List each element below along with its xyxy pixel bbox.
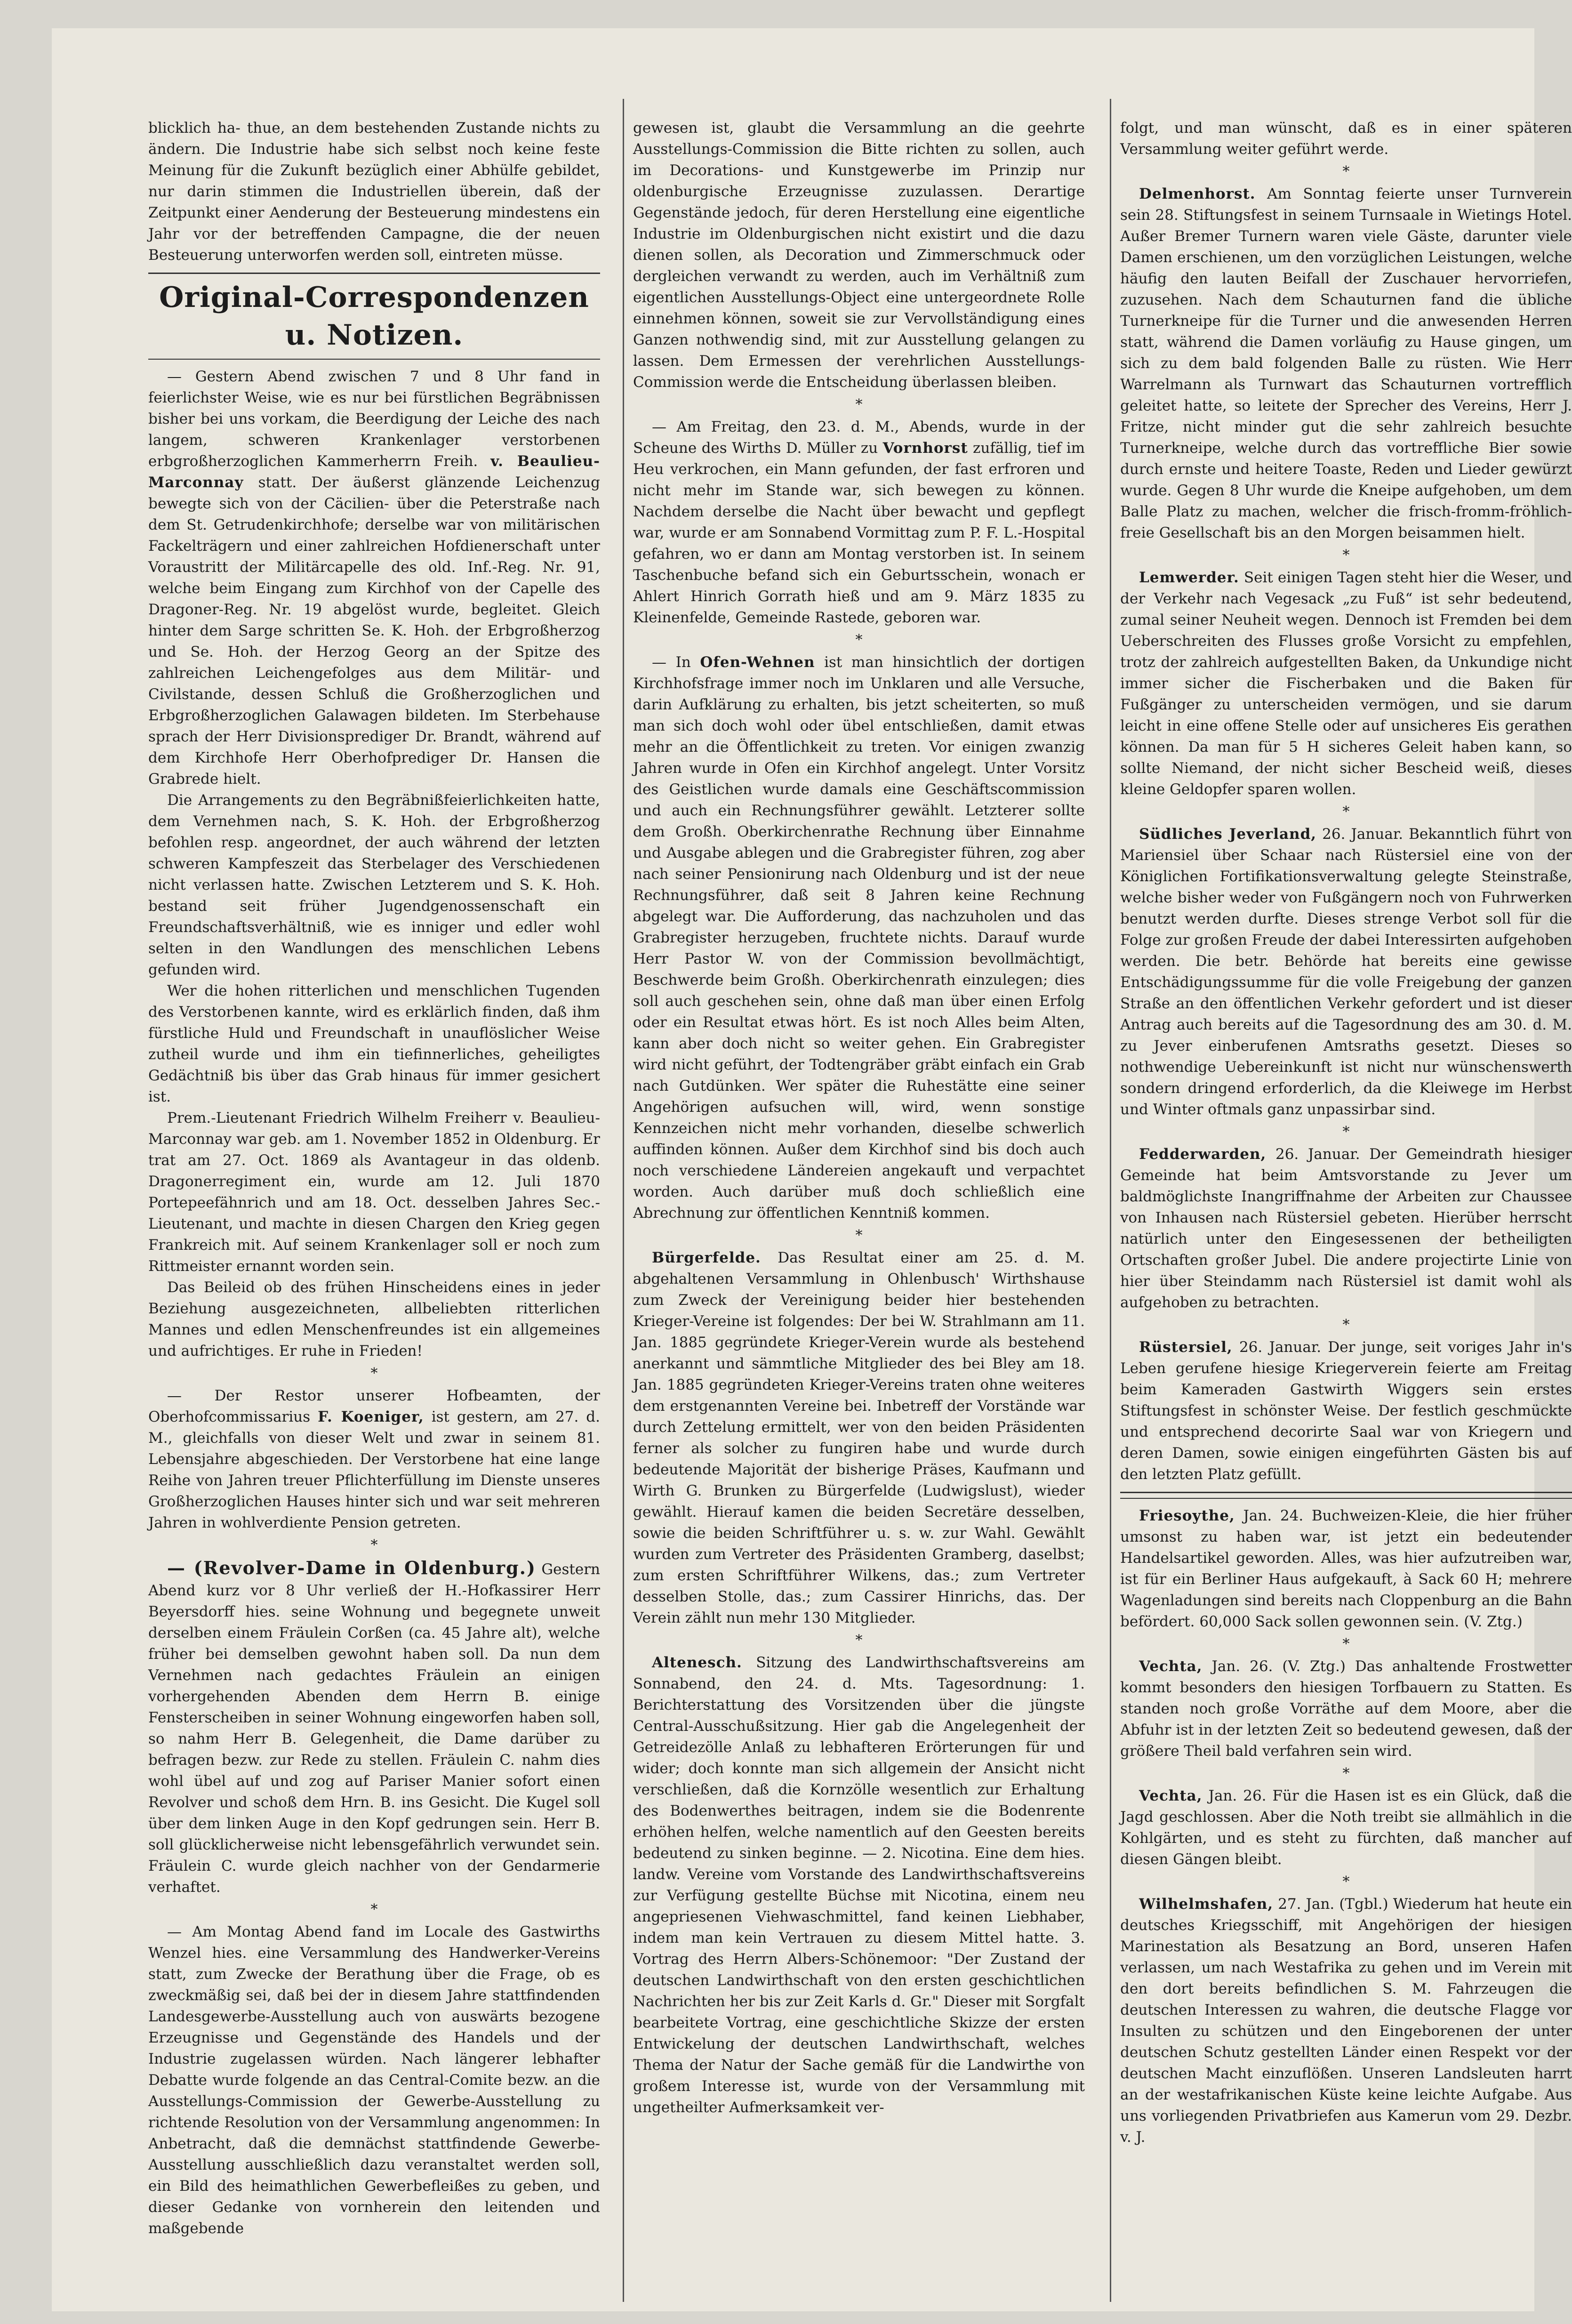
article-funeral-4: Prem.-Lieutenant Friedrich Wilhelm Freiherr v. Beaulieu-Marconnay war geb. am 1. November 1852 in Oldenburg. Er trat am 27. Oct. 1869 als Avantageur in das oldenb. Dragonerregiment ein, wurde am 12. Juli 1870 Portepeefähnrich und am 18. Oct. desselben Jahres Sec.-Lieutenant, und machte in diesen Chargen den Krieg gegen Frankreich mit. Auf seinem Krankenlager soll er noch zum Rittmeister ernannt worden sein. xyxy=(148,1110,600,1275)
column-rule-left xyxy=(623,99,624,2302)
article-buergerfelde: Bürgerfelde. Das Resultat einer am 25. d. M. abgehaltenen Versammlung in Ohlenbusch' Wirthshause zum Zweck der Vereinigung beider hier bestehenden Krieger-Vereine ist folgendes: Der bei W. Strahlmann am 11. Jan. 1885 gegründete Krieger-Verein wurde als bestehend anerkannt und sämmtliche Mitglieder des bei Bley am 18. Jan. 1885 gegründeten Krieger-Vereins traten ohne weiteres dem erstgenannten Vereine bei. Inbetreff der Vorstände war durch Zettelung ermittelt, wer von den beiden Präsidenten ferner als solcher zu fungiren habe und wurde durch bedeutende Majorität der bisherige Präses, Kaufmann und Wirth G. Brunken zu Bürgerfelde (Ludwigslust), wieder gewählt. Hierauf kamen die beiden Secretäre desselben, sowie die beiden Schriftführer u. s. w. zur Wahl. Gewählt wurden zum Vertreter des Präsidenten Gramberg, daselbst; zum ersten Schriftführer Wilkens, das.; zum Vertreter desselben Stolle, das.; zum Cassirer Hinrichs, das. Der Verein zählt nun mehr 130 Mitglieder. xyxy=(633,1249,1085,1626)
separator-star: * xyxy=(855,632,863,648)
place-name: Rüstersiel, xyxy=(1139,1339,1233,1356)
article-funeral: — Gestern Abend zwischen 7 und 8 Uhr fand in feierlichster Weise, wie es nur bei fürstlichen Begräbnissen bisher bei uns vorkam, die Beerdigung der Leiche des nach langem, schweren Krankenlager verstorbenen erbgroßherzoglichen Kammerherrn Freih. v. Beaulieu-Marconnay statt. Der äußerst glänzende Leichenzug bewegte sich von der Cäcilien- über die Peterstraße nach dem St. Getrudenkirchhofe; derselbe war von militärischen Fackelträgern und einer zahlreichen Hofdienerschaft unter Voraustritt der Militärcapelle des old. Inf.-Reg. Nr. 91, welche beim Eingang zum Kirchhof von der Capelle des Dragoner-Reg. Nr. 19 abgelöst wurde, begleitet. Gleich hinter dem Sarge schritten Se. K. Hoh. der Erbgroßherzog und Se. Hoh. der Herzog Georg an der Spitze des zahlreichen Leichengefolges aus dem Militär- und Civilstande, dessen Schluß die Großherzoglichen und Erbgroßherzoglichen Galawagen bildeten. Im Sterbehause sprach der Herr Divisionsprediger Dr. Brandt, während auf dem Kirchhofe Herr Oberhofprediger Dr. Hansen die Grabrede hielt. xyxy=(148,368,600,788)
place-name: Bürgerfelde. xyxy=(652,1249,761,1266)
separator-star: * xyxy=(1342,804,1350,820)
article-funeral-5: Das Beileid ob des frühen Hinscheidens eines in jeder Beziehung ausgezeichneten, allbeliebten ritterlichen Mannes und edlen Menschenfreundes ist ein allgemeines und aufrichtiges. Er ruhe in Frieden! xyxy=(148,1279,600,1359)
place-name: Vechta, xyxy=(1139,1658,1203,1675)
article-wilhelmshafen: Wilhelmshafen, 27. Jan. (Tgbl.) Wiederum hat heute ein deutsches Kriegsschiff, mit Angehörigen der hiesigen Marinestation als Besatzung an Bord, unseren Hafen verlassen, um nach Westafrika zu gehen und im Verein mit den dort bereits befindlichen S. M. Fahrzeugen die deutschen Interessen zu wahren, die deutsche Flagge vor Insulten zu schützen und den Eingeborenen der unter deutschen Schutz gestellten Länder einen Respekt vor der deutschen Macht einzuflößen. Unseren Landsleuten harrt an der westafrikanischen Küste keine leichte Aufgabe. Aus uns vorliegenden Privatbriefen aus Kamerun vom 29. Dezbr. v. J. xyxy=(1120,1896,1572,2146)
section-title: Original-Correspondenzen u. Notizen. xyxy=(159,281,589,352)
article-koeniger: — Der Restor unserer Hofbeamten, der Oberhofcommissarius F. Koeniger, ist gestern, am 27. d. M., gleichfalls von dieser Welt und zwar in seinem 81. Lebensjahre abgeschieden. Der Verstorbene hat eine lange Reihe von Jahren treuer Pflichterfüllung im Dienste unseres Großherzoglichen Hauses hinter sich und war seit mehreren Jahren in wohlverdiente Pension getreten. xyxy=(148,1387,600,1531)
column-2 xyxy=(633,118,1085,2302)
place-name: Vornhorst xyxy=(882,440,968,457)
separator-star: * xyxy=(1342,1765,1350,1782)
separator-star: * xyxy=(1342,1874,1350,1890)
separator-star: * xyxy=(855,1632,863,1649)
article-fedderwarden: Fedderwarden, 26. Januar. Der Gemeindrath hiesiger Gemeinde hat beim Amtsvorstande zu Jever um baldmöglichste Inangriffnahme der Arbeiten zur Chaussee von Inhausen nach Rüstersiel gebeten. Hierüber herrscht natürlich unter den Eingesessenen der betheiligten Ortschaften großer Jubel. Die andere projectirte Linie von hier über Steindamm nach Rüstersiel ist damit wohl als aufgehoben zu betrachten. xyxy=(1120,1146,1572,1311)
article-funeral-3: Wer die hohen ritterlichen und menschlichen Tugenden des Verstorbenen kannte, wird es erklärlich finden, daß ihm fürstliche Huld und Freundschaft in unauflöslicher Weise zutheil wurde und ihm ein tiefinnerliches, geheiligtes Gedächtniß bis über das Grab hinaus für immer gesichert ist. xyxy=(148,982,600,1105)
place-name: Wilhelmshafen, xyxy=(1139,1896,1274,1913)
separator-star: * xyxy=(1342,163,1350,180)
newspaper-page xyxy=(52,28,1572,2311)
place-name: Südliches Jeverland, xyxy=(1139,826,1317,843)
person-name: v. Beaulieu-Marconnay xyxy=(148,453,600,491)
section-divider-bottom xyxy=(1120,1498,1572,1499)
article-altenesch: Altenesch. Sitzung des Landwirthschaftsvereins am Sonnabend, den 24. d. Mts. Tagesordnung: 1. Berichterstattung des Vorsitzenden über die jüngste Central-Ausschußsitzung. Hier gab die Angelegenheit der Getreidezölle Anlaß zu lebhafteren Erörterungen für und wider; doch konnte man sich allgemein der Ansicht nicht verschließen, daß die Kornzölle wesentlich zur Erhaltung des Bodenwerthes beitragen, indem sie die Bodenrente erhöhen helfen, welche namentlich auf den Geesten bereits bedeutend zu sinken beginne. — 2. Nicotina. Eine dem hies. landw. Vereine vom Vorstande des Landwirthschaftsvereins zur Verfügung gestellte Büchse mit Nicotina, einem neu angepriesenen Viehwaschmittel, fand keinen Liebhaber, indem man kein Vertrauen zu diesem Mittel hatte. 3. Vortrag des Herrn Albers-Schönemoor: "Der Zustand der deutschen Landwirthschaft von den ersten geschichtlichen Nachrichten her bis zur Zeit Karls d. Gr." Dieser mit Sorgfalt bearbeitete Vortrag, eine geschichtliche Skizze der ersten Entwickelung der deutschen Landwirthschaft, welches Thema der Natur der Sache gemäß für die Landwirthe von großem Interesse ist, wurde von der Versammlung mit ungetheilter Aufmerksamkeit ver- xyxy=(633,1654,1085,2116)
article-vechta-2: Vechta, Jan. 26. Für die Hasen ist es ein Glück, daß die Jagd geschlossen. Aber die Noth treibt sie allmählich in die Kohlgärten, und es steht zu fürchten, daß mancher auf diesen Gängen bleibt. xyxy=(1120,1787,1572,1868)
place-name: Friesoythe, xyxy=(1139,1507,1235,1524)
article-handwerker: — Am Montag Abend fand im Locale des Gastwirths Wenzel hies. eine Versammlung des Handwerker-Vereins statt, zum Zwecke der Berathung über die Frage, ob es zweckmäßig sei, daß bei der in diesem Jahre stattfindenden Landesgewerbe-Ausstellung auch von auswärts bezogene Erzeugnisse und Gegenstände des Handels und der Industrie zugelassen würden. Nach längerer lebhafter Debatte wurde folgende an das Central-Comite bezw. an die Ausstellungs-Commission der Gewerbe-Ausstellung zu richtende Resolution von der Versammlung angenommen: In Anbetracht, daß die demnächst stattfindende Gewerbe-Ausstellung ausschließlich dazu veranstaltet werden soll, ein Bild des heimathlichen Gewerbefleißes zu geben, und dieser Gedanke von vornherein den leitenden und maßgebende xyxy=(148,1923,600,2237)
place-name: Altenesch. xyxy=(652,1654,742,1671)
place-name: Ofen-Wehnen xyxy=(700,654,815,671)
separator-star: * xyxy=(1342,1124,1350,1140)
place-name: Delmenhorst. xyxy=(1139,185,1256,202)
article-vornhorst: — Am Freitag, den 23. d. M., Abends, wurde in der Scheune des Wirths D. Müller zu Vornhorst zufällig, tief im Heu verkrochen, ein Mann gefunden, der fast erfroren und nicht mehr im Stande war, sich bewegen zu können. Nachdem derselbe die Nacht über bewacht und gepflegt war, wurde er am Sonnabend Vormittag zum P. F. L.-Hospital gefahren, wo er dann am Montag verstorben ist. In seinem Taschenbuche befand sich ein Geburtsschein, wonach er Ahlert Hinrich Gorrath hieß und am 9. März 1835 zu Kleinenfelde, Gemeinde Rastede, geboren war. xyxy=(633,418,1085,626)
article-jeverland: Südliches Jeverland, 26. Januar. Bekanntlich führt von Mariensiel über Schaar nach Rüstersiel eine von der Königlichen Fortifikationsverwaltung gelegte Steinstraße, welche bisher weder von Fußgängern noch von Fuhrwerken benutzt werden durfte. Dieses strenge Verbot soll für die Folge zur großen Freude der dabei Interessirten aufgehoben werden. Die betr. Behörde hat bereits eine gewisse Entschädigungssumme für die volle Freigebung der ganzen Straße an den öffentlichen Verkehr gefordert und ist dieser Antrag auch bereits auf die Tagesordnung des am 30. d. M. zu Jever einberufenen Amtsraths gesetzt. Dieses so nothwendige Uebereinkunft ist nicht nur wünschenswerth sondern dringend erforderlich, da die Kleiwege im Herbst und Winter oftmals ganz unpassirbar sind. xyxy=(1120,826,1572,1118)
separator-star: * xyxy=(855,1227,863,1244)
separator-star: * xyxy=(370,1901,378,1918)
separator-star: * xyxy=(1342,547,1350,563)
place-name: Lemwerder. xyxy=(1139,569,1239,586)
separator-star: * xyxy=(1342,1636,1350,1652)
section-divider-top xyxy=(1120,1492,1572,1493)
separator-star: * xyxy=(855,396,863,413)
section-rule-bottom xyxy=(148,359,600,360)
article-funeral-2: Die Arrangements zu den Begräbnißfeierlichkeiten hatte, dem Vernehmen nach, S. K. Hoh. der Erbgroßherzog befohlen resp. angeordnet, der auch während der letzten schweren Kampfeszeit das Sterbelager des Verschiedenen nicht verlassen hatte. Zwischen Letzterem und S. K. Hoh. bestand seit früher Jugendgenossenschaft ein Freundschaftsverhältniß, wie es inniger und edler wohl selten in den Wandlungen des menschlichen Lebens gefunden wird. xyxy=(148,792,600,978)
article-lemwerder: Lemwerder. Seit einigen Tagen steht hier die Weser, und der Verkehr nach Vegesack „zu Fuß“ ist sehr bedeutend, zumal seiner Neuheit wegen. Dennoch ist Fremden bei dem Ueberschreiten des Flusses große Vorsicht zu empfehlen, trotz der zahlreich aufgestellten Baken, da Unkundige nicht immer sicher die Fischerbaken und die Baken für Fußgänger zu unterscheiden vermögen, und sie darum leicht in eine offene Stelle oder auf unsicheres Eis gerathen können. Da man für 5 H sicheres Geleit haben kann, so sollte Niemand, der nicht sicher Bescheid weiß, dieses kleine Geldopfer sparen wollen. xyxy=(1120,569,1572,798)
section-rule-top xyxy=(148,273,600,274)
article-revolver: — (Revolver-Dame in Oldenburg.) Gestern Abend kurz vor 8 Uhr verließ der H.-Hofkassirer Herr Beyersdorff hies. seine Wohnung und begegnete unweit derselben einem Fräulein Corßen (ca. 45 Jahre alt), welche früher bei demselben gewohnt haben soll. Da nun dem Vernehmen nach gedachtes Fräulein an einigen vorhergehenden Abenden dem Herrn B. einige Fensterscheiben in seiner Wohnung eingeworfen haben soll, so nahm Herr B. Gelegenheit, die Dame darüber zu befragen bezw. zur Rede zu stellen. Fräulein C. nahm dies wohl übel auf und zog auf Pariser Manier sofort einen Revolver und schoß dem Hrn. B. ins Gesicht. Die Kugel soll über dem linken Auge in den Kopf gedrungen sein. Herr B. soll glücklicherweise nicht lebensgefährlich verwundet sein. Fräulein C. wurde gleich nachher von der Gendarmerie verhaftet. xyxy=(148,1557,600,1896)
article-vechta-1: Vechta, Jan. 26. (V. Ztg.) Das anhaltende Frostwetter kommt besonders den hiesigen Torfbauern zu Statten. Es standen noch große Vorräthe auf dem Moore, aber die Abfuhr ist in der letzten Zeit so bedeutend gewesen, daß der größere Theil bald verfahren sein wird. xyxy=(1120,1658,1572,1760)
separator-star: * xyxy=(1342,1317,1350,1333)
place-name: Fedderwarden, xyxy=(1139,1146,1267,1163)
article-friesoythe: Friesoythe, Jan. 24. Buchweizen-Kleie, die hier früher umsonst zu haben war, ist jetzt ein bedeutender Handelsartikel geworden. Alles, was hier aufzutreiben war, ist für ein Berliner Haus aufgekauft, à Sack 60 H; mehrere Wagenladungen sind bereits nach Cloppenburg an die Bahn befördert. 60,000 Sack sollen gewonnen sein. (V. Ztg.) xyxy=(1120,1507,1572,1630)
column-1 xyxy=(148,118,600,2302)
article-continued: folgt, und man wünscht, daß es in einer späteren Versammlung weiter geführt werde. xyxy=(1120,120,1572,158)
article-ofen-wehnen: — In Ofen-Wehnen ist man hinsichtlich der dortigen Kirchhofsfrage immer noch im Unklaren und alle Versuche, darin Aufklärung zu erhalten, bis jetzt scheiterten, so muß man sich doch wohl oder übel entschließen, damit etwas mehr an die Öffentlichkeit zu treten. Vor einigen zwanzig Jahren wurde in Ofen ein Kirchhof angelegt. Unter Vorsitz des Geistlichen wurde damals eine Geschäftscommission und auch ein Rechnungsführer gewählt. Letzterer sollte dem Großh. Oberkirchenrathe Rechnung über Einnahme und Ausgabe ablegen und die Grabregister führen, zog aber nach seiner Pensionirung nach Oldenburg und ist der neue Rechnungsführer, daß seit 8 Jahren keine Rechnung abgelegt war. Die Aufforderung, das nachzuholen und das Grabregister herzugeben, fruchtete nichts. Darauf wurde Herr Pastor W. von der Commission bevollmächtigt, Beschwerde beim Großh. Oberkirchenrath einzulegen; dies soll auch geschehen sein, ohne daß man über einen Erfolg oder ein Resultat etwas hört. Es ist noch Alles beim Alten, kann aber doch nicht so weiter gehen. Ein Grabregister wird nicht geführt, der Todtengräber gräbt einfach ein Grab nach Gutdünken. Wer später die Ruhestätte eine seiner Angehörigen aufsuchen will, wird, wenn sonstige Kennzeichen nicht mehr vorhanden, dieselbe schwerlich auffinden können. Außer dem Kirchhof sind bis doch auch noch verschiedene Ländereien angekauft und verpachtet worden. Auch darüber muß doch schließlich eine Abrechnung zur öffentlichen Kenntniß kommen. xyxy=(633,654,1085,1222)
place-name: Vechta, xyxy=(1139,1787,1203,1804)
separator-star: * xyxy=(370,1365,378,1382)
article-ausstellung: gewesen ist, glaubt die Versammlung an die geehrte Ausstellungs-Commission die Bitte richten zu sollen, auch im Decorations- und Kunstgewerbe im Prinzip nur oldenburgische Erzeugnisse zuzulassen. Derartige Gegenstände jedoch, für deren Herstellung eine eigentliche Industrie im Oldenburgischen nicht existirt und die dazu dienen sollen, als Decoration und Zimmerschmuck oder dergleichen verwandt zu werden, auch im Verhältniß zum eigentlichen Ausstellungs-Object eine untergeordnete Rolle einnehmen können, soweit sie zur Vervollständigung eines Ganzen nothwendig sind, mit zur Ausstellung gelangen zu lassen. Dem Ermessen der verehrlichen Ausstellungs-Commission werde die Entscheidung überlassen bleiben. xyxy=(633,120,1085,391)
column-rule-right xyxy=(1110,99,1111,2302)
separator-star: * xyxy=(370,1537,378,1553)
intro-paragraph: blicklich ha- thue, an dem bestehenden Zustande nichts zu ändern. Die Industrie habe sich selbst noch keine feste Meinung für die Zukunft bezüglich einer Abhülfe gebildet, nur darin stimmen die Industriellen überein, daß der Zeitpunkt einer Aenderung der Besteuerung mindestens ein Jahr vor der betreffenden Campagne, die der neuen Besteuerung unterworfen werden soll, eintreten müsse. xyxy=(148,120,600,264)
column-3 xyxy=(1120,118,1572,2302)
article-delmenhorst: Delmenhorst. Am Sonntag feierte unser Turnverein sein 28. Stiftungsfest in seinem Turnsaale in Wietings Hotel. Außer Bremer Turnern waren viele Gäste, darunter viele Damen erschienen, um den vorzüglichen Leistungen, welche häufig den lauten Beifall der Zuschauer hervorriefen, zuzusehen. Nach dem Schauturnen fand die übliche Turnerkneipe für die Turner und die anwesenden Herren statt, während die Damen vorläufig zu Hause gingen, um sich zu dem bald folgenden Balle zu rüsten. Wie Herr Warrelmann als Turnwart das Schauturnen vortrefflich geleitet hatte, so leitete der Sprecher des Vereins, Herr J. Fritze, nicht minder gut die sehr zahlreich besuchte Turnerkneipe, welche durch das vortreffliche Bier sowie durch ernste und heitere Toaste, Reden und Lieder gewürzt wurde. Gegen 8 Uhr wurde die Kneipe aufgehoben, um dem Balle Platz zu machen, welcher die frisch-fromm-fröhlich-freie Gesellschaft bis an den Morgen beisammen hielt. xyxy=(1120,185,1572,541)
person-name: F. Koeniger, xyxy=(318,1408,424,1425)
article-headline: — (Revolver-Dame in Oldenburg.) xyxy=(167,1557,536,1578)
article-ruestersiel: Rüstersiel, 26. Januar. Der junge, seit voriges Jahr in's Leben gerufene hiesige Kriegerverein feierte am Freitag beim Kameraden Gastwirth Wiggers sein erstes Stiftungsfest in schönster Weise. Der festlich geschmückte und entsprechend decorirte Saal war von Kriegern und deren Damen, sowie einigen eingeführten Gästen bis auf den letzten Platz gefüllt. xyxy=(1120,1339,1572,1483)
